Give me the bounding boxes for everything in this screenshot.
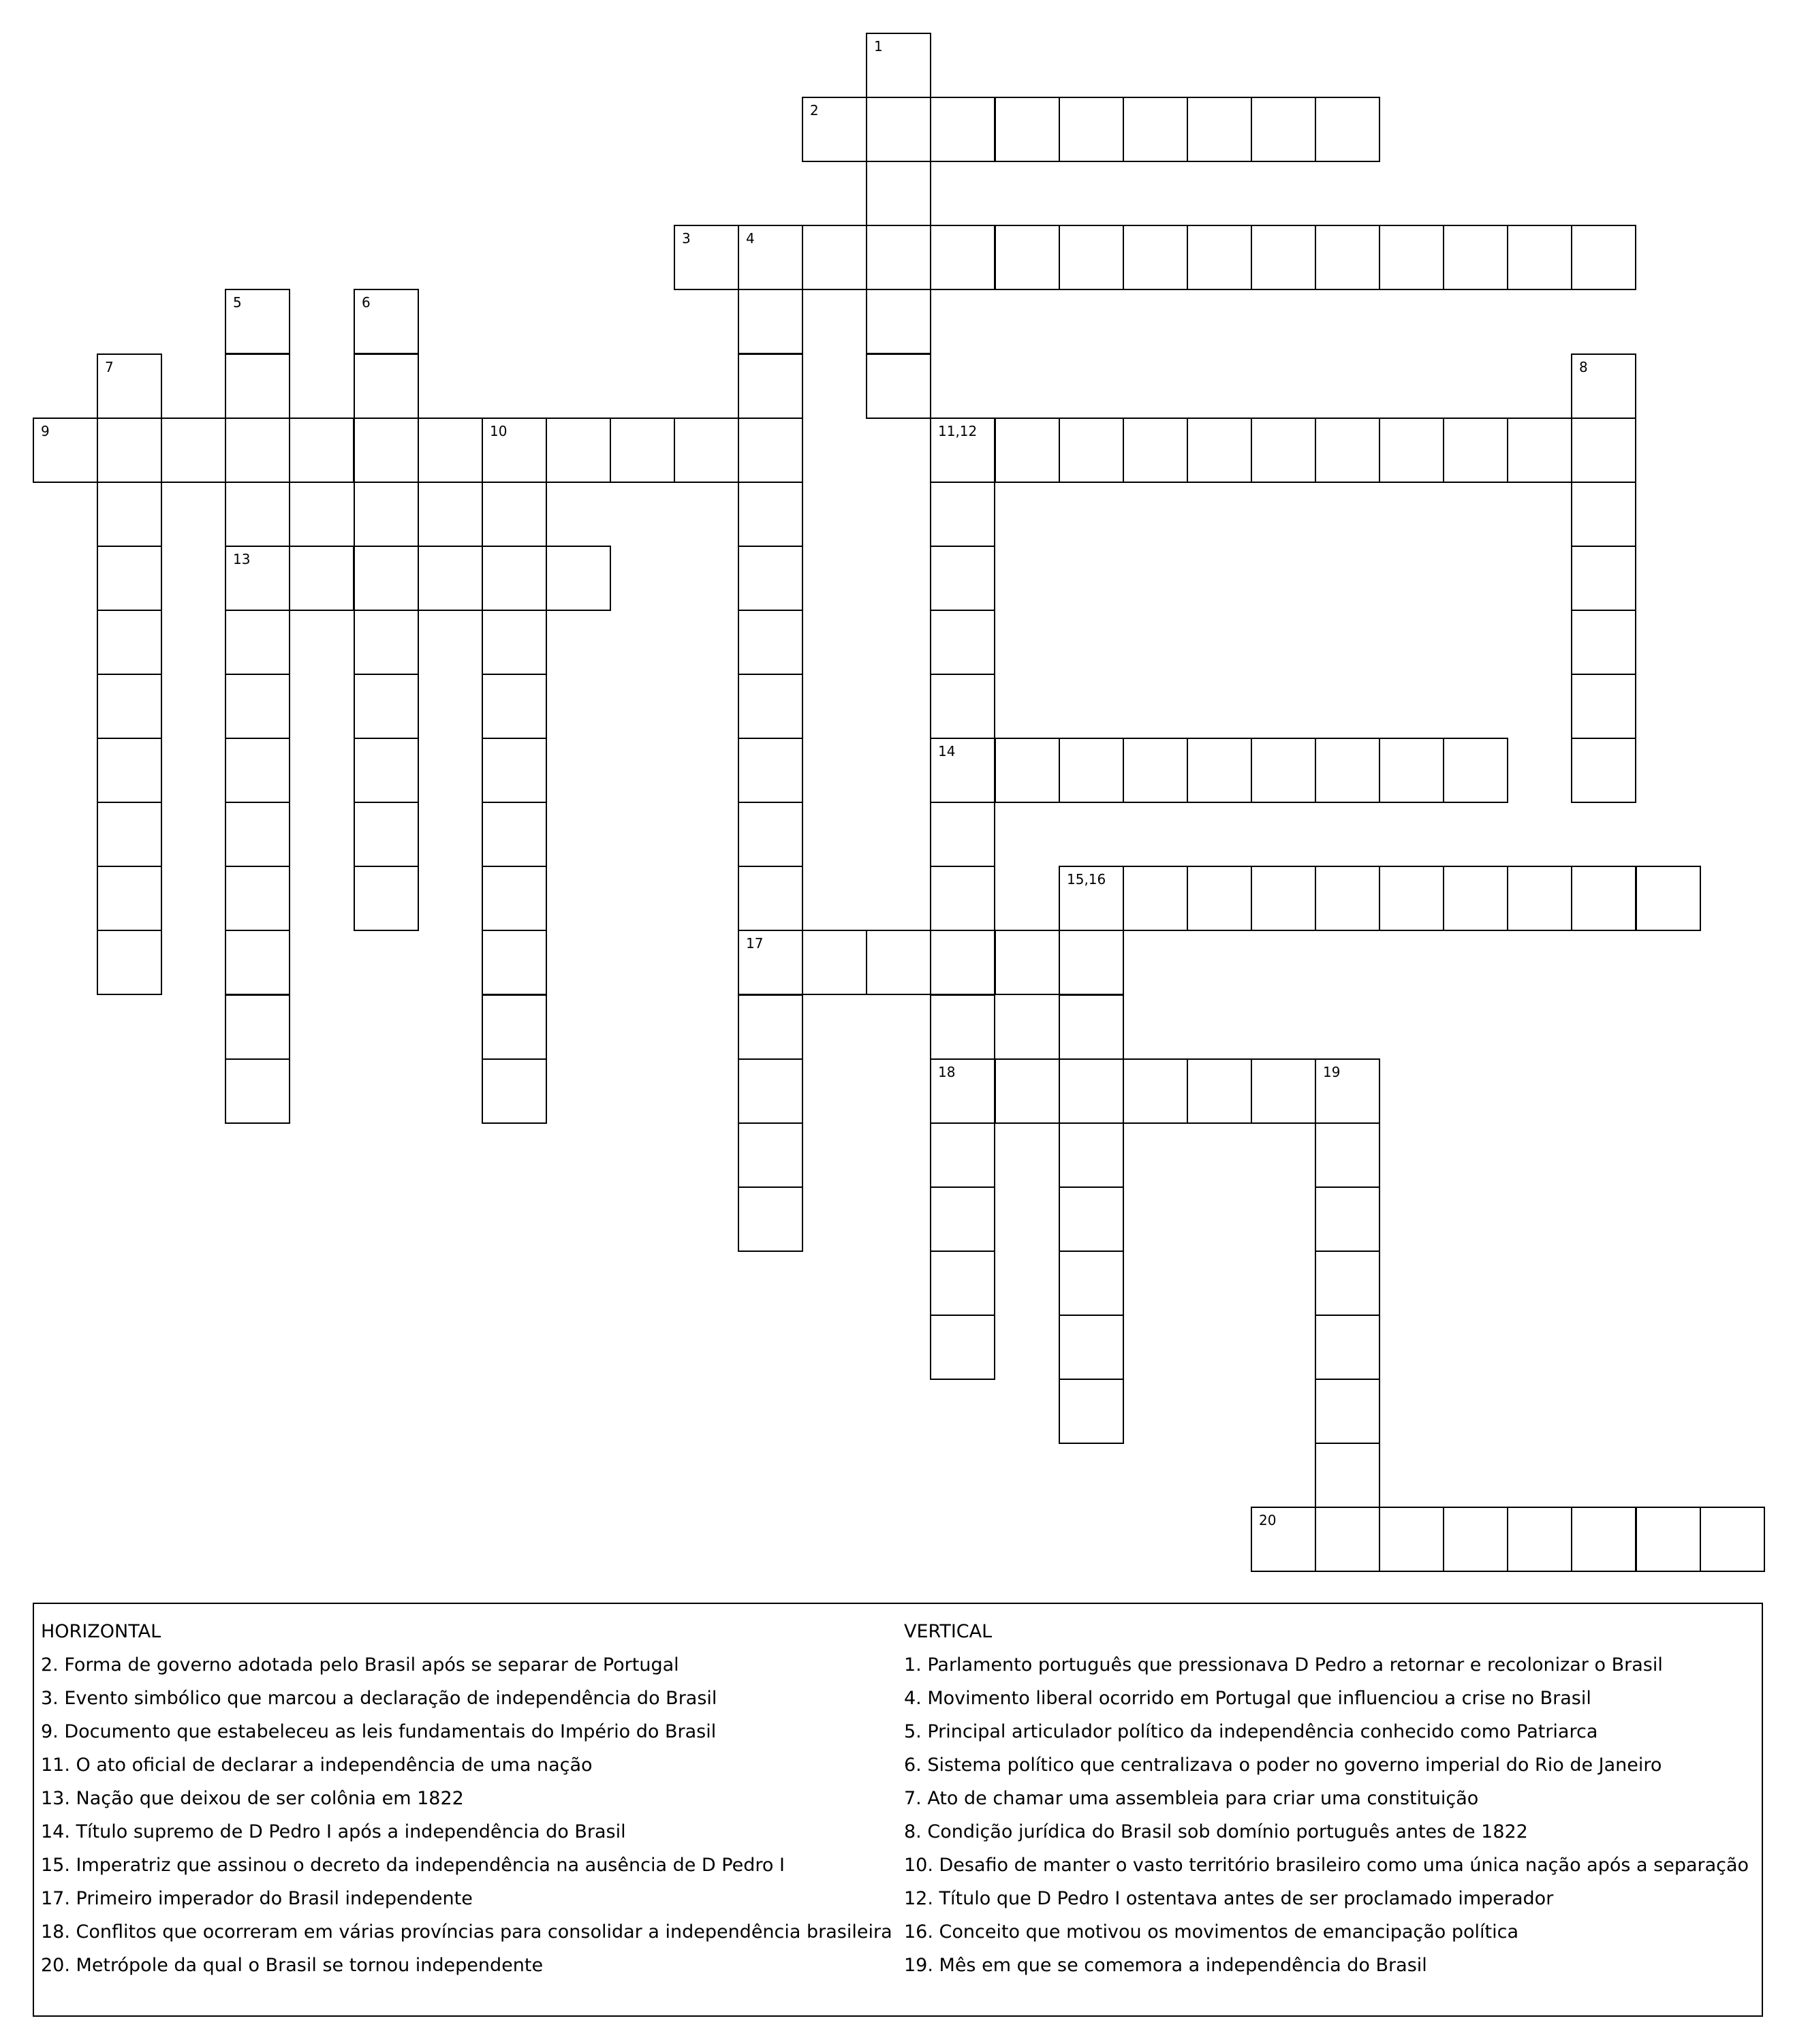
grid-cell[interactable] [930,802,995,867]
grid-cell[interactable] [995,930,1060,995]
grid-cell[interactable] [1571,738,1636,803]
horizontal-clues [41,1615,892,1982]
grid-cell[interactable] [33,418,98,483]
grid-cell[interactable] [1571,418,1636,483]
grid-cell[interactable] [1123,1058,1188,1124]
grid-cell[interactable] [482,610,547,675]
grid-cell[interactable] [1315,418,1380,483]
grid-cell[interactable] [482,994,547,1060]
grid-cell[interactable] [225,866,290,931]
grid-cell[interactable] [225,994,290,1060]
grid-cell[interactable] [289,546,354,611]
grid-cell[interactable] [738,1186,803,1252]
clue-v-12: 12. Título que D Pedro I ostentava antes de ser proclamado imperador [904,1888,1554,1909]
grid-cell[interactable] [1059,930,1124,995]
clue-h-18: 18. Conflitos que ocorreram em várias províncias para consolidar a independência brasileira [41,1921,892,1943]
grid-cell[interactable] [97,546,162,611]
grid-cell[interactable] [1636,1507,1701,1572]
grid-cell[interactable] [482,738,547,803]
grid-cell[interactable] [1251,1507,1316,1572]
grid-cell[interactable] [97,738,162,803]
grid-cell[interactable] [674,225,739,290]
grid-cell[interactable] [1571,546,1636,611]
grid-cell[interactable] [995,97,1060,162]
grid-cell[interactable] [995,1058,1060,1124]
grid-cell[interactable] [802,930,867,995]
grid-cell[interactable] [546,546,611,611]
grid-cell[interactable] [738,738,803,803]
grid-cell[interactable] [1059,1251,1124,1316]
grid-cell[interactable] [1187,1058,1252,1124]
grid-cell[interactable] [1507,1507,1572,1572]
clue-number: 19 [1323,1064,1341,1080]
clue-v-4: 4. Movimento liberal ocorrido em Portugal que influenciou a crise no Brasil [904,1688,1591,1709]
grid-cell[interactable] [225,482,290,547]
grid-cell[interactable] [354,353,419,419]
clue-v-5: 5. Principal articulador político da independência conhecido como Patriarca [904,1721,1598,1742]
clue-number: 1 [874,38,883,54]
grid-cell[interactable] [1315,1058,1380,1124]
grid-cell[interactable] [1251,418,1316,483]
grid-cell[interactable] [866,289,931,354]
grid-cell[interactable] [1507,866,1572,931]
grid-cell[interactable] [225,418,290,483]
clue-number: 10 [490,423,508,439]
grid-cell[interactable] [1123,866,1188,931]
grid-cell[interactable] [738,866,803,931]
grid-cell[interactable] [738,802,803,867]
clue-v-8: 8. Condição jurídica do Brasil sob domínio português antes de 1822 [904,1821,1528,1842]
grid-cell[interactable] [1315,1443,1380,1508]
clue-v-7: 7. Ato de chamar uma assembleia para criar uma constituição [904,1788,1479,1809]
grid-cell[interactable] [1379,1507,1444,1572]
clue-number: 13 [233,551,251,567]
grid-cell[interactable] [1571,482,1636,547]
grid-cell[interactable] [930,994,995,1060]
grid-cell[interactable] [1571,225,1636,290]
grid-cell[interactable] [1443,1507,1508,1572]
grid-cell[interactable] [930,866,995,931]
grid-cell[interactable] [930,674,995,739]
grid-cell[interactable] [289,418,354,483]
grid-cell[interactable] [930,930,995,995]
clue-v-10: 10. Desafio de manter o vasto território brasileiro como uma única nação após a separação [904,1855,1749,1876]
grid-cell[interactable] [1636,866,1701,931]
grid-cell[interactable] [866,97,931,162]
grid-cell[interactable] [225,353,290,419]
grid-cell[interactable] [930,1315,995,1380]
grid-cell[interactable] [1315,1315,1380,1380]
grid-cell[interactable] [738,674,803,739]
grid-cell[interactable] [995,738,1060,803]
grid-cell[interactable] [930,225,995,290]
grid-cell[interactable] [1187,738,1252,803]
grid-cell[interactable] [1507,225,1572,290]
grid-cell[interactable] [1315,225,1380,290]
grid-cell[interactable] [866,930,931,995]
grid-cell[interactable] [97,674,162,739]
grid-cell[interactable] [97,930,162,995]
grid-cell[interactable] [738,418,803,483]
grid-cell[interactable] [1315,866,1380,931]
grid-cell[interactable] [1059,866,1124,931]
grid-cell[interactable] [674,418,739,483]
grid-cell[interactable] [930,1251,995,1316]
grid-cell[interactable] [1379,738,1444,803]
grid-cell[interactable] [1571,1507,1636,1572]
grid-cell[interactable] [995,418,1060,483]
grid-cell[interactable] [482,866,547,931]
clue-number: 4 [746,230,755,247]
grid-cell[interactable] [738,1058,803,1124]
grid-cell[interactable] [354,674,419,739]
grid-cell[interactable] [225,738,290,803]
grid-cell[interactable] [354,738,419,803]
grid-cell[interactable] [1059,225,1124,290]
clue-number: 15,16 [1067,871,1106,887]
grid-cell[interactable] [354,866,419,931]
grid-cell[interactable] [1187,418,1252,483]
clues-box [33,1603,1763,2017]
grid-cell[interactable] [482,674,547,739]
grid-cell[interactable] [738,289,803,354]
grid-cell[interactable] [482,802,547,867]
clue-number: 11,12 [938,423,978,439]
grid-cell[interactable] [97,418,162,483]
grid-cell[interactable] [1187,866,1252,931]
clue-h-14: 14. Título supremo de D Pedro I após a independência do Brasil [41,1821,626,1842]
grid-cell[interactable] [1059,97,1124,162]
grid-cell[interactable] [225,674,290,739]
grid-cell[interactable] [225,289,290,354]
grid-cell[interactable] [1571,353,1636,419]
grid-cell[interactable] [1571,674,1636,739]
grid-cell[interactable] [225,802,290,867]
grid-cell[interactable] [866,161,931,226]
clue-h-17: 17. Primeiro imperador do Brasil independente [41,1888,473,1909]
clue-number: 7 [105,359,114,375]
grid-cell[interactable] [738,930,803,995]
grid-cell[interactable] [1315,97,1380,162]
grid-cell[interactable] [1571,610,1636,675]
clue-number: 9 [41,423,50,439]
grid-cell[interactable] [1059,994,1124,1060]
vertical-clues [904,1615,1749,1982]
grid-cell[interactable] [482,1058,547,1124]
grid-cell[interactable] [1379,225,1444,290]
grid-cell[interactable] [1123,97,1188,162]
grid-cell[interactable] [1059,1315,1124,1380]
grid-cell[interactable] [995,225,1060,290]
vertical-heading: VERTICAL [904,1621,993,1642]
grid-cell[interactable] [482,546,547,611]
grid-cell[interactable] [802,225,867,290]
grid-cell[interactable] [930,610,995,675]
grid-cell[interactable] [1443,866,1508,931]
grid-cell[interactable] [610,418,675,483]
grid-cell[interactable] [1187,225,1252,290]
grid-cell[interactable] [1251,225,1316,290]
grid-cell[interactable] [1123,418,1188,483]
grid-cell[interactable] [97,482,162,547]
grid-cell[interactable] [418,418,483,483]
clue-h-2: 2. Forma de governo adotada pelo Brasil após se separar de Portugal [41,1654,679,1676]
grid-cell[interactable] [1443,738,1508,803]
grid-cell[interactable] [866,353,931,419]
clue-h-20: 20. Metrópole da qual o Brasil se tornou independente [41,1955,544,1976]
grid-cell[interactable] [225,610,290,675]
grid-cell[interactable] [930,482,995,547]
grid-cell[interactable] [1059,1122,1124,1188]
clue-h-9: 9. Documento que estabeleceu as leis fundamentais do Império do Brasil [41,1721,717,1742]
clue-h-3: 3. Evento simbólico que marcou a declaração de independência do Brasil [41,1688,717,1709]
clue-number: 18 [938,1064,956,1080]
clue-number: 14 [938,743,956,759]
clue-h-15: 15. Imperatriz que assinou o decreto da independência na ausência de D Pedro I [41,1855,785,1876]
grid-cell[interactable] [1315,1122,1380,1188]
grid-cell[interactable] [354,546,419,611]
grid-cell[interactable] [866,225,931,290]
grid-cell[interactable] [225,546,290,611]
clue-number: 3 [682,230,691,247]
grid-cell[interactable] [1251,97,1316,162]
grid-cell[interactable] [97,610,162,675]
grid-cell[interactable] [354,482,419,547]
grid-cell[interactable] [1379,866,1444,931]
grid-cell[interactable] [1315,1507,1380,1572]
clue-v-16: 16. Conceito que motivou os movimentos de emancipação política [904,1921,1519,1943]
clue-v-19: 19. Mês em que se comemora a independência do Brasil [904,1955,1427,1976]
grid-cell[interactable] [482,482,547,547]
grid-cell[interactable] [1251,738,1316,803]
grid-cell[interactable] [738,353,803,419]
grid-cell[interactable] [1251,866,1316,931]
grid-cell[interactable] [802,97,867,162]
grid-cell[interactable] [1443,225,1508,290]
grid-cell[interactable] [930,97,995,162]
grid-cell[interactable] [1251,1058,1316,1124]
grid-cell[interactable] [546,418,611,483]
clue-h-11: 11. O ato oficial de declarar a independência de uma nação [41,1755,593,1776]
grid-cell[interactable] [738,1122,803,1188]
clue-number: 2 [810,102,819,119]
grid-cell[interactable] [225,930,290,995]
clue-v-6: 6. Sistema político que centralizava o poder no governo imperial do Rio de Janeiro [904,1755,1662,1776]
grid-cell[interactable] [866,33,931,98]
grid-cell[interactable] [482,930,547,995]
clue-number: 5 [233,294,242,311]
clue-v-1: 1. Parlamento português que pressionava D Pedro a retornar e recolonizar o Brasil [904,1654,1663,1676]
grid-cell[interactable] [1187,97,1252,162]
grid-cell[interactable] [738,225,803,290]
grid-cell[interactable] [482,418,547,483]
grid-cell[interactable] [1123,225,1188,290]
grid-cell[interactable] [930,1122,995,1188]
grid-cell[interactable] [418,546,483,611]
grid-cell[interactable] [738,994,803,1060]
clue-number: 17 [746,935,764,952]
grid-cell[interactable] [1059,738,1124,803]
grid-cell[interactable] [1059,1379,1124,1444]
grid-cell[interactable] [97,353,162,419]
grid-cell[interactable] [354,289,419,354]
grid-cell[interactable] [930,546,995,611]
grid-cell[interactable] [1443,418,1508,483]
grid-cell[interactable] [354,418,419,483]
grid-cell[interactable] [1571,866,1636,931]
grid-cell[interactable] [1315,1186,1380,1252]
clue-number: 20 [1259,1512,1277,1528]
clue-number: 8 [1579,359,1588,375]
grid-cell[interactable] [354,802,419,867]
grid-cell[interactable] [738,546,803,611]
clue-number: 6 [362,294,371,311]
grid-cell[interactable] [1700,1507,1765,1572]
grid-cell[interactable] [97,866,162,931]
grid-cell[interactable] [1059,1186,1124,1252]
horizontal-heading: HORIZONTAL [41,1621,161,1642]
grid-cell[interactable] [354,610,419,675]
grid-cell[interactable] [161,418,226,483]
grid-cell[interactable] [1123,738,1188,803]
grid-cell[interactable] [1507,418,1572,483]
grid-cell[interactable] [1315,1379,1380,1444]
grid-cell[interactable] [930,418,995,483]
grid-cell[interactable] [97,802,162,867]
grid-cell[interactable] [1059,418,1124,483]
grid-cell[interactable] [930,1186,995,1252]
grid-cell[interactable] [1315,738,1380,803]
grid-cell[interactable] [1315,1251,1380,1316]
grid-cell[interactable] [930,738,995,803]
grid-cell[interactable] [1379,418,1444,483]
grid-cell[interactable] [930,1058,995,1124]
grid-cell[interactable] [225,1058,290,1124]
clue-h-13: 13. Nação que deixou de ser colônia em 1822 [41,1788,464,1809]
grid-cell[interactable] [738,482,803,547]
grid-cell[interactable] [1059,1058,1124,1124]
grid-cell[interactable] [738,610,803,675]
